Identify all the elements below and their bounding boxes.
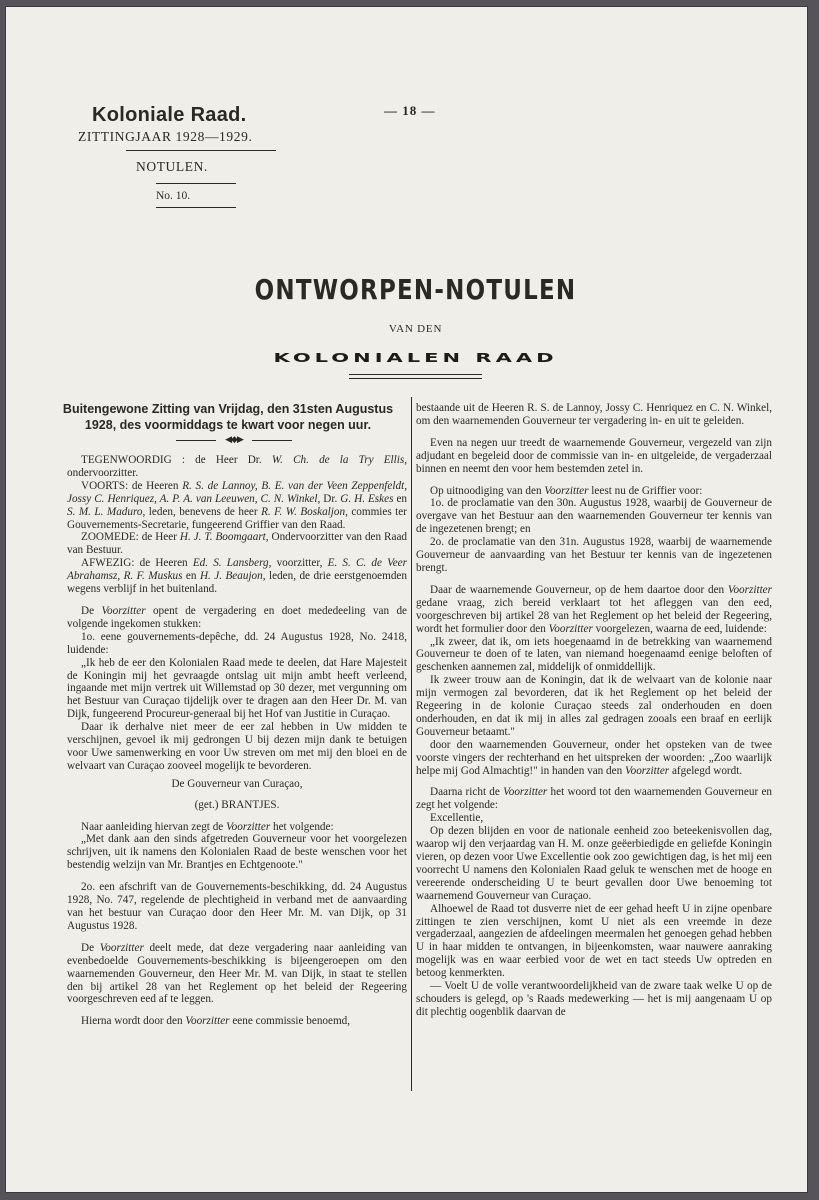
paragraph: 1o. eene gouvernements-depêche, dd. 24 Augustus 1928, No. 2418, luidende: <box>67 630 407 656</box>
attendance-zoomede: ZOOMEDE: de Heer H. J. T. Boomgaart, Ondervoorzitter van den Raad van Bestuur. <box>67 531 408 557</box>
document-page <box>6 7 807 1192</box>
quoted-letter: „Ik heb de eer den Kolonialen Raad mede te deelen, dat Hare Majesteit de Koningin mij het gevraagde ontslag uit mijn ambt heeft verleend, ingaande met mijn vertrek uit Willemstad op 30 dezer, met vergunning om het Bestuur van Curaçao tijdelijk over te dragen aan den Heer Dr. M. van Dijk, fungeerend Procureur-generaal bij het Hof van Justitie in Curaçao. <box>67 656 407 721</box>
speech-text: Alhoewel de Raad tot dusverre niet de eer gehad heeft U in zijne openbare zittingen te zien verschijnen, komt U niet als een vreemde in deze vergaderzaal, aangezien de afdeelingen meermalen het genoegen gehad hebben U in haar midden te ontvangen, in bijeenkomsten, waar nauwere aanraking mogelijk was en waar eerbied voor de wet en tact steeds Uw optreden en betoog kenmerkten. <box>416 902 772 980</box>
notulen-label: NOTULEN. <box>136 159 208 174</box>
masthead-rule <box>349 378 482 379</box>
paragraph: bestaande uit de Heeren R. S. de Lannoy, Jossy C. Henriquez en C. N. Winkel, om den waarnemenden Gouverneur ter vergadering in- en uit te geleiden. <box>416 402 772 427</box>
column-divider <box>411 397 412 1091</box>
speech-text: Op dezen blijden en voor de nationale eenheid zoo beteekenisvollen dag, waarop wij den verjaardag van H. M. onze geëerbiedigde en geliefde Koningin vieren, op dezen voor Uwe Excellentie ook zoo gewichtigen dag, is het mij een voorrecht U namens den Kolonialen Raad geluk te wenschen met de hooge en vereerende onderscheiding U te beurt gevallen door Uwe benoeming tot waarnemend Gouverneur van Curaçao. <box>416 825 772 902</box>
right-column <box>416 402 772 1019</box>
signature-title: De Gouverneur van Curaçao, <box>171 777 303 790</box>
signature-name: (get.) BRANTJES. <box>194 798 280 811</box>
oath-text: „Ik zweer, dat ik, om iets hoegenaamd in de betrekking van waarnemend Gouverneur te doen of te laten, van niemand hoegenaamd eenige beloften of geschenken aannemen zal, middelijk of onmiddellijk. <box>416 635 772 674</box>
session-year: ZITTINGJAAR 1928—1929. <box>78 129 253 144</box>
council-banner: KOLONIALEN RAAD <box>273 351 558 365</box>
paragraph: 2o. een afschrift van de Gouvernements-beschikking, dd. 24 Augustus 1928, No. 747, regelende de plechtigheid in verband met de aanvaarding van het bestuur van Curaçao door den Heer Mr. M. van Dijk, op 31 Augustus 1928. <box>67 881 407 932</box>
masthead-rule <box>349 374 482 375</box>
header-rule <box>126 150 276 151</box>
issue-number: No. 10. <box>156 190 191 202</box>
main-title: ONTWORPEN-NOTULEN <box>254 273 577 306</box>
ornament-rule <box>176 440 216 441</box>
ornament-rule <box>252 440 292 441</box>
council-title: Koloniale Raad. <box>92 104 247 126</box>
header-rule <box>156 183 236 184</box>
paragraph: De Voorzitter opent de vergadering en doet mededeeling van de volgende ingekomen stukken: <box>67 604 408 630</box>
header-rule <box>156 207 236 208</box>
van-den-label: VAN DEN <box>388 323 443 335</box>
attendance-voorts: VOORTS: de Heeren R. S. de Lannoy, B. E. van der Veen Zeppenfeldt, Jossy C. Henriquez, A. P. A. van Leeuwen, C. N. Winkel, Dr. G. H. Eskes en S. M. L. Maduro, leden, benevens de heer R. F. W. Boskaljon, commies ter Gouvernements-Secretarie, fungeerend Griffier van den Raad. <box>67 479 407 531</box>
paragraph: Daar de waarnemende Gouverneur, op de hem daartoe door den Voorzitter gedane vraag, zich bereid verklaart tot het afleggen van den eed, voorgeschreven bij artikel 28 van het Reglement op het beleid der Regeering, wordt het formulier door den Voorzitter voorgelezen, waarna de eed, luidende: <box>416 583 772 635</box>
quoted-reply: „Met dank aan den sinds afgetreden Gouverneur voor het voorgelezen schrijven, uit ik namens den Kolonialen Raad de beste wenschen voor het bestendig welzijn van Mr. Brantjes en Echtgenoote." <box>67 833 407 872</box>
page-number: — 18 — <box>384 103 436 118</box>
paragraph: De Voorzitter deelt mede, dat deze vergadering naar aanleiding van evenbedoelde Gouvernements-beschikking is bijeengeroepen om den waarnemenden Gouverneur, den Heer Mr. M. van Dijk, in staat te stellen den bij artikel 28 van het Reglement op het beleid der Regeering voorgeschreven eed af te leggen. <box>67 941 408 1006</box>
left-column <box>67 454 407 1028</box>
speech-salutation: Excellentie, <box>430 812 484 825</box>
paragraph: Daarna richt de Voorzitter het woord tot den waarnemenden Gouverneur en zegt het volgende: <box>416 786 773 812</box>
session-heading: Buitengewone Zitting van Vrijdag, den 31sten Augustus 1928, des voormiddags te kwart voor negen uur. <box>62 402 394 432</box>
paragraph: Even na negen uur treedt de waarnemende Gouverneur, vergezeld van zijn adjudant en begeleid door de commissie van in- en uitgeleide, de vergaderzaal binnen en neemt den voor hem bestemden zetel in. <box>416 436 772 475</box>
attendance-present: TEGENWOORDIG : de Heer Dr. W. Ch. de la Try Ellis, ondervoorzitter. <box>67 454 407 479</box>
ornament-divider: ◀◆▶ <box>225 434 243 444</box>
paragraph: 2o. de proclamatie van den 31n. Augustus 1928, waarbij de waarnemende Gouverneur de aanvaarding van het Bestuur ter kennis van de ingezetenen brengt. <box>416 536 772 574</box>
paragraph: Naar aanleiding hiervan zegt de Voorzitter het volgende: <box>81 820 334 833</box>
speech-text: — Voelt U de volle verantwoordelijkheid van de zware taak welke U op de schouders is gelegd, op 's Raads medewerking — het is mij aangenaam U op dit plechtig oogenblik daarvan de <box>416 980 772 1018</box>
attendance-absent: AFWEZIG: de Heeren Ed. S. Lansberg, voorzitter, E. S. C. de Veer Abrahamsz, R. F. Muskus en H. J. Beaujon, leden, de drie eerstgenoemden wegens verblijf in het buitenland. <box>67 557 408 596</box>
quoted-letter: Daar ik derhalve niet meer de eer zal hebben in Uw midden te verschijnen, gevoel ik mij gedrongen U bij dezen mijn dank te betuigen voor Uwe samenwerking en voor Uw streven om met mij den bloei en de welvaart van Curaçao zooveel mogelijk te bevorderen. <box>67 721 407 772</box>
paragraph: Hierna wordt door den Voorzitter eene commissie benoemd, <box>81 1015 351 1028</box>
paragraph: 1o. de proclamatie van den 30n. Augustus 1928, waarbij de Gouverneur de overgave van het Bestuur aan den waarnemenden Gouverneur ter kennis van de ingezetenen brengt; en <box>416 497 772 536</box>
oath-text: Ik zweer trouw aan de Koningin, dat ik de welvaart van de kolonie naar mijn vermogen zal bevorderen, dat ik het Reglement op het beleid der Regeering in de kolonie Curaçao steeds zal onderhouden en doen onderhouden, en dat ik mij in alles zal gedragen zooals een braaf en eerlijk Gouverneur betaamt." <box>416 674 772 738</box>
paragraph: Op uitnoodiging van den Voorzitter leest nu de Griffier voor: <box>430 484 703 497</box>
paragraph: door den waarnemenden Gouverneur, onder het opsteken van de twee voorste vingers der rechterhand en het uitspreken der woorden: „Zoo waarlijk helpe mij God Almachtig!" in handen van den Voorzitter afgelegd wordt. <box>416 738 772 777</box>
